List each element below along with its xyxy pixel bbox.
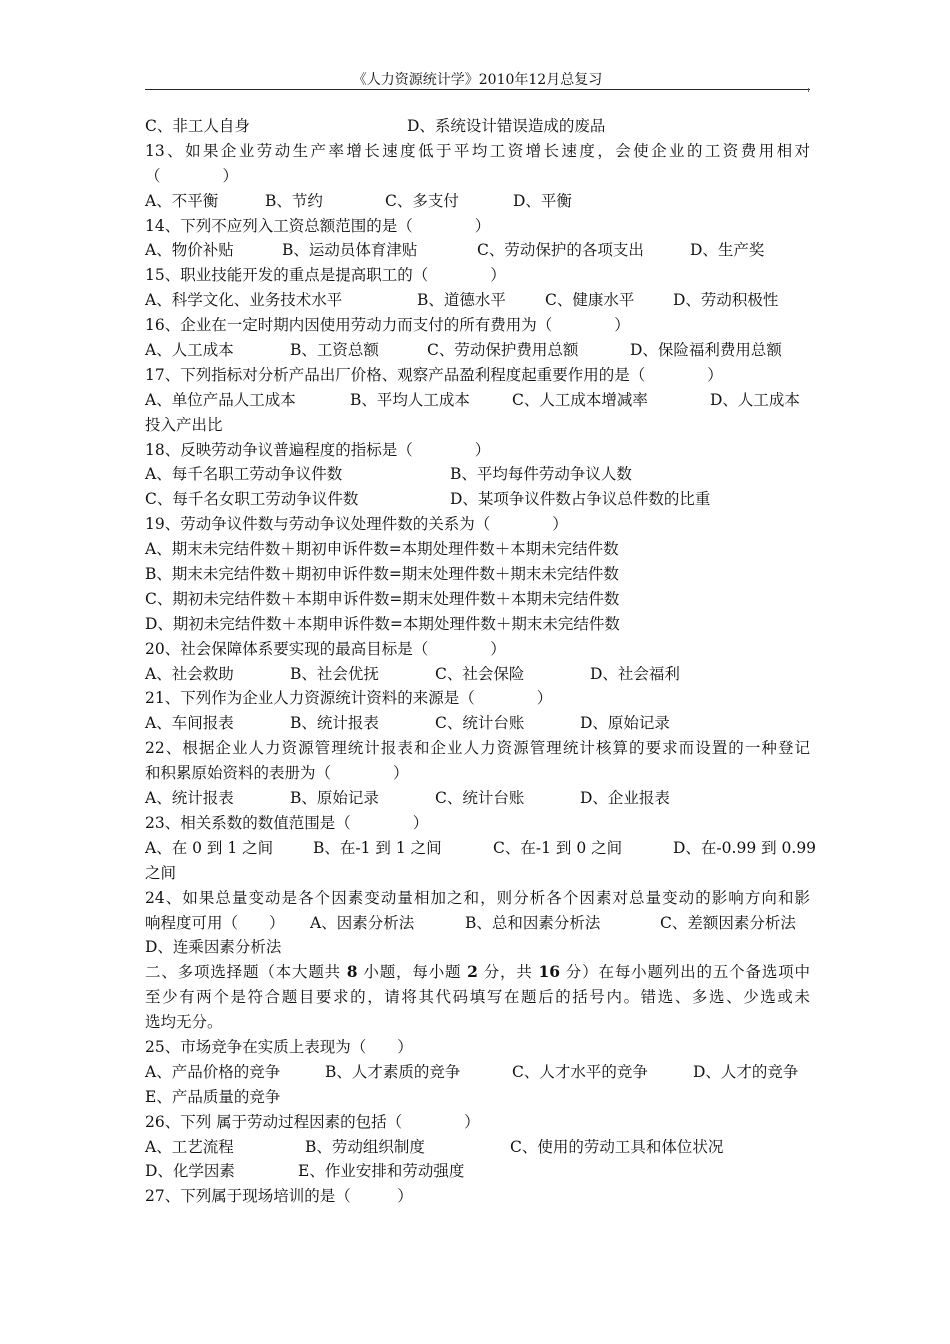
q24-stem-cont <box>145 911 810 936</box>
option-a: A、每千名职工劳动争议件数 <box>145 465 343 484</box>
option-b: B、原始记录 <box>290 789 379 808</box>
q26-stem: 26、下列 属于劳动过程因素的包括（ ） <box>145 1112 480 1131</box>
q16-options <box>145 338 810 363</box>
q23-stem: 23、相关系数的数值范围是（ ） <box>145 813 429 832</box>
option-d: D、系统设计错误造成的废品 <box>407 117 606 135</box>
q22-options <box>145 786 810 811</box>
q26-options-de <box>145 1159 810 1184</box>
option-b: B、社会优抚 <box>290 664 379 683</box>
option-a: A、工艺流程 <box>145 1137 234 1156</box>
section2-text-4: 分）在每小题列出的五个备选项中 <box>560 963 811 982</box>
q20-options <box>145 662 810 687</box>
header-rule <box>145 89 810 90</box>
option-b: B、平均每件劳动争议人数 <box>450 465 632 484</box>
option-b: B、道德水平 <box>417 291 506 310</box>
q22-stem-cont: 和积累原始资料的表册为（ ） <box>145 764 409 783</box>
q13-stem-blank: （ ） <box>145 166 239 185</box>
option-d: D、社会福利 <box>590 664 680 683</box>
option-a: A、因素分析法 <box>310 913 415 932</box>
option-b: B、在-1 到 1 之间 <box>313 838 442 857</box>
q21-stem: 21、下列作为企业人力资源统计资料的来源是（ ） <box>145 689 553 708</box>
option-d: D、原始记录 <box>580 714 670 733</box>
q21-options <box>145 711 810 736</box>
option-d: D、平衡 <box>513 191 572 210</box>
q18-options-ab <box>145 462 810 487</box>
option-a: A、人工成本 <box>145 341 234 360</box>
option-c: C、健康水平 <box>545 291 635 310</box>
option-b: B、平均人工成本 <box>350 390 470 409</box>
option-d: D、某项争议件数占争议总件数的比重 <box>450 490 711 509</box>
option-a: A、在 0 到 1 之间 <box>145 838 274 857</box>
option-d: D、在-0.99 到 0.99 <box>673 838 817 857</box>
option-c: C、社会保险 <box>435 664 525 683</box>
section2-points-total: 16 <box>538 962 561 982</box>
option-c: C、劳动保护费用总额 <box>427 341 579 360</box>
option-c: C、统计台账 <box>435 789 525 808</box>
option-e: E、作业安排和劳动强度 <box>298 1162 465 1181</box>
q25-option-e: E、产品质量的竞争 <box>145 1087 281 1106</box>
option-a: A、统计报表 <box>145 789 234 808</box>
option-d: D、化学因素 <box>145 1162 235 1181</box>
option-c: C、每千名女职工劳动争议件数 <box>145 490 359 509</box>
option-a: A、物价补贴 <box>145 241 234 260</box>
q18-options-cd <box>145 487 810 512</box>
option-a: A、车间报表 <box>145 714 234 733</box>
page-header: 《人力资源统计学》2010年12月总复习 <box>352 72 603 88</box>
option-b: B、劳动组织制度 <box>305 1137 425 1156</box>
q16-stem: 16、企业在一定时期内因使用劳动力而支付的所有费用为（ ） <box>145 316 630 335</box>
q18-stem: 18、反映劳动争议普遍程度的指标是（ ） <box>145 440 491 459</box>
option-d: D、人工成本 <box>710 390 800 409</box>
q13-options <box>145 189 810 214</box>
q24-option-d: D、连乘因素分析法 <box>145 938 282 957</box>
q23-options <box>145 836 817 861</box>
option-b: B、节约 <box>265 191 323 210</box>
q19-stem: 19、劳动争议件数与劳动争议处理件数的关系为（ ） <box>145 515 568 534</box>
q22-stem: 22、根据企业人力资源管理统计报表和企业人力资源管理统计核算的要求而设置的一种登记 <box>145 739 810 758</box>
option-c: C、差额因素分析法 <box>660 913 796 932</box>
option-a: A、单位产品人工成本 <box>145 390 296 409</box>
section2-points-each: 2 <box>467 962 478 982</box>
q19-option-a: A、期末未完结件数＋期初申诉件数=本期处理件数＋本期未完结件数 <box>145 540 619 559</box>
option-b: B、人才素质的竞争 <box>325 1062 461 1081</box>
q19-option-d: D、期初未完结件数＋本期申诉件数=本期处理件数＋期末未完结件数 <box>145 614 620 633</box>
option-c: C、多支付 <box>385 191 459 210</box>
q25-stem: 25、市场竞争在实质上表现为（ ） <box>145 1037 413 1056</box>
option-d: D、生产奖 <box>690 241 765 260</box>
option-b: B、运动员体育津贴 <box>282 241 418 260</box>
option-a: A、不平衡 <box>145 191 219 210</box>
section2-text-3: 分，共 <box>477 963 539 982</box>
q13-stem: 13、如果企业劳动生产率增长速度低于平均工资增长速度，会使企业的工资费用相对 <box>145 141 810 160</box>
q17-option-d-cont: 投入产出比 <box>145 415 223 434</box>
q17-options <box>145 388 810 413</box>
option-d: D、人才的竞争 <box>693 1062 799 1081</box>
q19-option-b: B、期末未完结件数＋期初申诉件数=期末处理件数＋期末未完结件数 <box>145 565 619 584</box>
option-c: C、人工成本增减率 <box>512 390 648 409</box>
q12-options <box>145 114 810 139</box>
q14-options <box>145 238 810 263</box>
header-rule-end-mark <box>808 88 811 92</box>
q15-stem: 15、职业技能开发的重点是提高职工的（ ） <box>145 266 506 285</box>
option-c: C、劳动保护的各项支出 <box>477 241 644 260</box>
option-b: B、统计报表 <box>290 714 379 733</box>
option-d: D、保险福利费用总额 <box>630 341 782 360</box>
option-a: A、科学文化、业务技术水平 <box>145 291 343 310</box>
option-c: C、统计台账 <box>435 714 525 733</box>
option-d: D、企业报表 <box>580 789 670 808</box>
option-c: C、人才水平的竞争 <box>512 1062 648 1081</box>
section2-instructions: 至少有两个是符合题目要求的，请将其代码填写在题后的括号内。错选、多选、少选或未 <box>145 988 810 1007</box>
option-a: A、产品价格的竞争 <box>145 1062 281 1081</box>
q24-stem: 24、如果总量变动是各个因素变动量相加之和，则分析各个因素对总量变动的影响方向和影 <box>145 888 810 907</box>
exam-content <box>145 114 817 1209</box>
q25-options <box>145 1060 810 1085</box>
option-a: A、社会救助 <box>145 664 234 683</box>
section2-text-1: 二、多项选择题（本大题共 <box>145 963 347 982</box>
section2-count: 8 <box>346 962 358 982</box>
q14-stem: 14、下列不应列入工资总额范围的是（ ） <box>145 216 491 235</box>
section2-text-2: 小题，每小题 <box>357 963 468 982</box>
q20-stem: 20、社会保障体系要实现的最高目标是（ ） <box>145 639 506 658</box>
option-b: B、总和因素分析法 <box>465 913 601 932</box>
q27-stem: 27、下列属于现场培训的是（ ） <box>145 1187 413 1206</box>
section2-instructions-end: 选均无分。 <box>145 1013 223 1032</box>
q23-option-d-cont: 之间 <box>145 863 177 882</box>
section2-heading <box>145 960 810 985</box>
option-b: B、工资总额 <box>290 341 379 360</box>
option-c: C、使用的劳动工具和体位状况 <box>510 1137 724 1156</box>
option-c: C、在-1 到 0 之间 <box>493 838 623 857</box>
q17-stem: 17、下列指标对分析产品出厂价格、观察产品盈利程度起重要作用的是（ ） <box>145 365 723 384</box>
q24-stem-tail: 响程度可用（ ） <box>145 913 285 932</box>
option-d: D、劳动积极性 <box>673 291 779 310</box>
q15-options <box>145 288 810 313</box>
q26-options-abc <box>145 1135 810 1160</box>
option-c: C、非工人自身 <box>145 117 250 135</box>
q19-option-c: C、期初未完结件数＋本期申诉件数=期末处理件数＋本期未完结件数 <box>145 589 620 608</box>
